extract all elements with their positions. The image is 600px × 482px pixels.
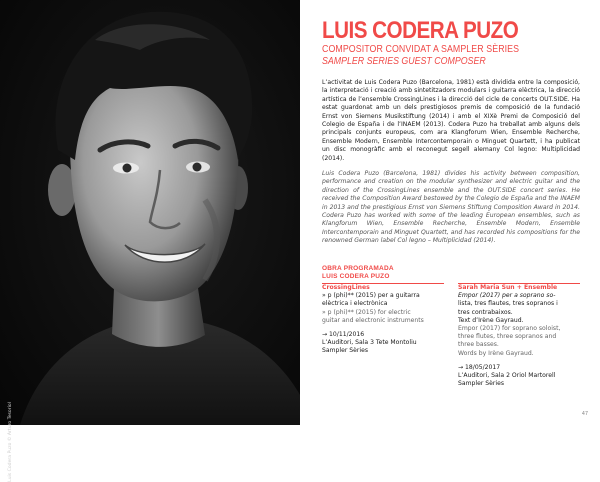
concert-date-left: → 10/11/2016 bbox=[322, 331, 365, 339]
bio-catalan: L’activitat de Luis Codera Puzo (Barcelona, 1981) està dividida entre la composició, la interpretació i creació amb sintetitzadors modulars i guitarra elèctrica, la direcció artística de l’ensemble CrossingLines i la direcció del cicle de concerts OUT.SIDE. Ha estat guardonat amb un dels prestigiosos premis de composició de la fundació Ernst von Siemens Musikstiftung (2014) i amb el XIXè Premi de Composició del Colegio de España i de l’INAEM (2013). Codera Puzo ha treballat amb alguns dels principals conjunts europeus, com ara Klangforum Wien, Ensemble Recherche, Ensemble Modern, Ensemble Intercontemporain o Minguet Quartett, i ha publicat un disc monogràfic amb el reconegut segell alemany Col legno: Multiplicidad (2014). bbox=[322, 79, 580, 162]
concert-venue-left: L’Auditori, Sala 3 Tete Montoliu bbox=[322, 339, 417, 347]
page-number: 47 bbox=[581, 412, 588, 417]
program-right-column bbox=[458, 284, 580, 388]
work-ca-line2: elèctrica i electrònica bbox=[322, 300, 388, 308]
work-en-line1: » p (phi)** (2015) for electric bbox=[322, 308, 411, 316]
ensemble-title-left: CrossingLines bbox=[322, 284, 370, 291]
work-en-line2: three flutes, three sopranos and bbox=[458, 333, 557, 341]
composer-name: LUIS CODERA PUZO bbox=[322, 17, 519, 44]
portrait-image bbox=[0, 0, 300, 425]
ensemble-title-right: Sarah Maria Sun + Ensemble bbox=[458, 284, 558, 291]
program-heading-line2: LUIS CODERA PUZO bbox=[322, 273, 390, 281]
bio-english: Luis Codera Puzo (Barcelona, 1981) divides his activity between composition, performance and creation on the modular synthesizer and electric guitar and the direction of the CrossingLines ensemble and the OUT.SIDE concert series. He received the Composition Award bestowed by the Colegio de España and the INAEM in 2013 and the prestigious Ernst von Siemens Stiftung Composition Award in 2014. Codera Puzo has worked with some of the leading European ensembles, such as Klangforum Wien, Ensemble Recherche, Ensemble Modern, Ensemble Intercontemporain and Minguet Quartett, and has recorded his compositions for the renowned German label Col legno – Multiplicidad (2014). bbox=[322, 170, 580, 245]
concert-date-right: → 18/05/2017 bbox=[458, 363, 501, 371]
work-en-line4: Words by Irène Gayraud. bbox=[458, 349, 534, 357]
concert-series-right: Sampler Sèries bbox=[458, 380, 505, 388]
work-en-line2: guitar and electronic instruments bbox=[322, 316, 424, 324]
program-heading bbox=[322, 265, 394, 281]
work-ca-line2: lista, tres flautes, tres sopranos i bbox=[458, 300, 558, 308]
concert-series-left: Sampler Sèries bbox=[322, 347, 369, 355]
subtitle-catalan: COMPOSITOR CONVIDAT A SAMPLER SÈRIES bbox=[322, 43, 520, 55]
work-en-line1: Empor (2017) for soprano soloist, bbox=[458, 325, 561, 333]
work-ca-line1: Empor (2017) per a soprano so- bbox=[458, 292, 556, 300]
program-heading-line1: OBRA PROGRAMADA bbox=[322, 265, 394, 272]
photo-credit-text: Luis Codera Puzo © Arturo Tesoriol bbox=[8, 402, 13, 482]
work-ca-line4: Text d’Irène Gayraud. bbox=[458, 316, 524, 324]
concert-venue-right: L’Auditori, Sala 2 Oriol Martorell bbox=[458, 372, 556, 380]
photo-credit bbox=[6, 281, 15, 482]
text-column bbox=[300, 0, 600, 425]
subtitle-english: SAMPLER SERIES GUEST COMPOSER bbox=[322, 55, 486, 67]
program-left-column bbox=[322, 284, 444, 356]
work-ca-line1: » p (phi)** (2015) per a guitarra bbox=[322, 292, 420, 300]
work-en-line3: three basses. bbox=[458, 341, 499, 349]
work-ca-line3: tres contrabaixos. bbox=[458, 308, 513, 316]
